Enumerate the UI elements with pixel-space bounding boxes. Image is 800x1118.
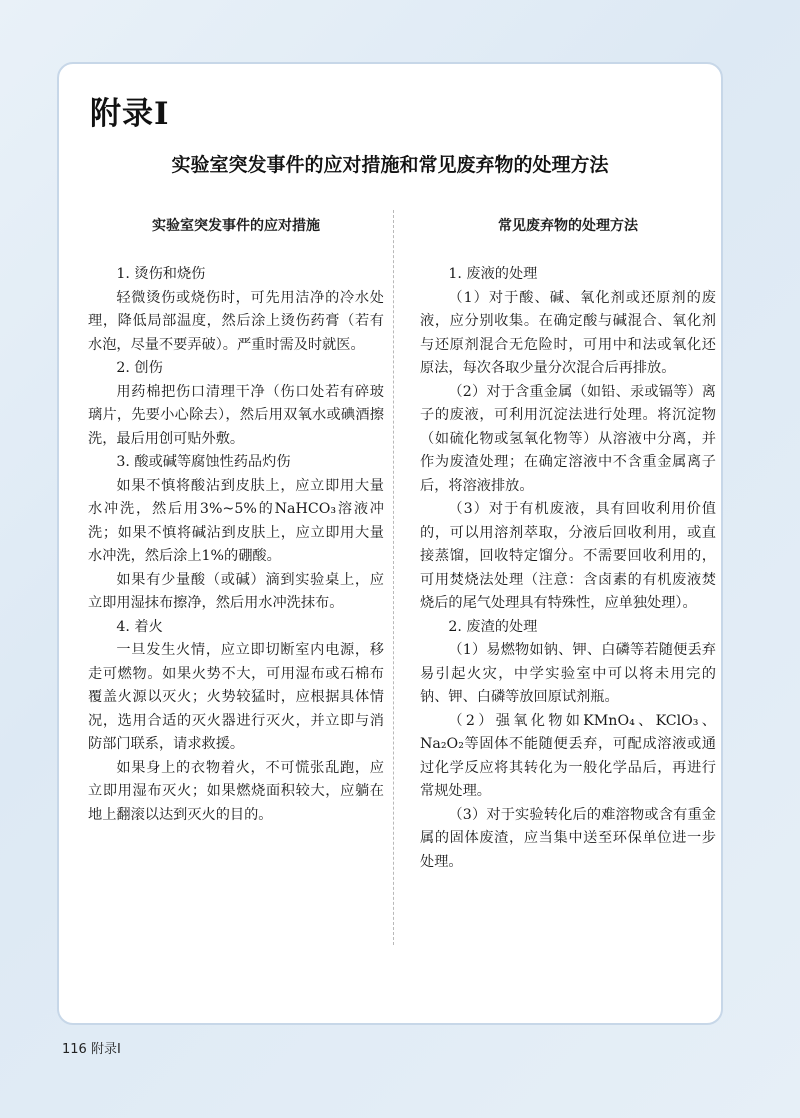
section-heading: 4. 着火 bbox=[116, 618, 163, 635]
paragraph: 如果身上的衣物着火，不可慌张乱跑，应立即用湿布灭火；如果燃烧面积较大，应躺在地上翻滚以达到灭火的目的。 bbox=[88, 759, 384, 823]
paragraph: （3）对于实验转化后的难溶物或含有重金属的固体废渣，应当集中送至环保单位进一步处理。 bbox=[420, 806, 716, 870]
left-column bbox=[88, 215, 384, 827]
paragraph: （2）对于含重金属（如铅、汞或镉等）离子的废液，可利用沉淀法进行处理。将沉淀物（如硫化物或氢氧化物等）从溶液中分离，并作为废渣处理；在确定溶液中不含重金属离子后，将溶液排放。 bbox=[420, 383, 716, 494]
paragraph: （2）强氧化物如KMnO₄、KClO₃、Na₂O₂等固体不能随便丢弃，可配成溶液或通过化学反应将其转化为一般化学品后，再进行常规处理。 bbox=[420, 712, 716, 799]
section-heading: 1. 废液的处理 bbox=[448, 266, 538, 282]
paragraph: （1）对于酸、碱、氧化剂或还原剂的废液，应分别收集。在确定酸与碱混合、氧化剂与还原剂混合无危险时，可用中和法或氧化还原法，每次各取少量分次混合后再排放。 bbox=[420, 289, 716, 376]
paragraph: 如果有少量酸（或碱）滴到实验桌上，应立即用湿抹布擦净，然后用水冲洗抹布。 bbox=[88, 571, 384, 611]
paragraph: （3）对于有机废液，具有回收利用价值的，可以用溶剂萃取，分液后回收利用，或直接蒸馏，回收特定馏分。不需要回收利用的，可用焚烧法处理（注意：含卤素的有机废液焚烧后的尾气处理具有特殊性，应单独处理）。 bbox=[420, 501, 716, 611]
page-title: 实验室突发事件的应对措施和常见废弃物的处理方法 bbox=[171, 154, 609, 176]
paragraph: 用药棉把伤口清理干净（伤口处若有碎玻璃片，先要小心除去），然后用双氧水或碘酒擦洗，最后用创可贴外敷。 bbox=[88, 383, 384, 447]
paragraph: 如果不慎将酸沾到皮肤上，应立即用大量水冲洗，然后用3%~5%的NaHCO₃溶液冲洗；如果不慎将碱沾到皮肤上，应立即用大量水冲洗，然后涂上1%的硼酸。 bbox=[88, 477, 384, 564]
appendix-title: 附录Ⅰ bbox=[90, 96, 170, 132]
section-heading: 2. 创伤 bbox=[116, 360, 163, 376]
section-heading: 2. 废渣的处理 bbox=[448, 618, 538, 635]
right-column bbox=[420, 215, 716, 874]
section-heading: 3. 酸或碱等腐蚀性药品灼伤 bbox=[116, 454, 291, 470]
paragraph: （1）易燃物如钠、钾、白磷等若随便丢弃易引起火灾，中学实验室中可以将未用完的钠、钾、白磷等放回原试剂瓶。 bbox=[420, 642, 716, 705]
section-heading: 1. 烫伤和烧伤 bbox=[116, 266, 206, 282]
paragraph: 轻微烫伤或烧伤时，可先用洁净的冷水处理，降低局部温度，然后涂上烫伤药膏（若有水泡，尽量不要弄破）。严重时需及时就医。 bbox=[88, 289, 384, 353]
page-footer: 116 附录Ⅰ bbox=[62, 1042, 121, 1057]
right-column-heading: 常见废弃物的处理方法 bbox=[498, 218, 638, 234]
paragraph: 一旦发生火情，应立即切断室内电源，移走可燃物。如果火势不大，可用湿布或石棉布覆盖火源以灭火；火势较猛时，应根据具体情况，选用合适的灭火器进行灭火，并立即与消防部门联系，请求救援。 bbox=[88, 642, 384, 752]
left-column-heading: 实验室突发事件的应对措施 bbox=[152, 218, 320, 234]
column-divider bbox=[393, 210, 394, 945]
